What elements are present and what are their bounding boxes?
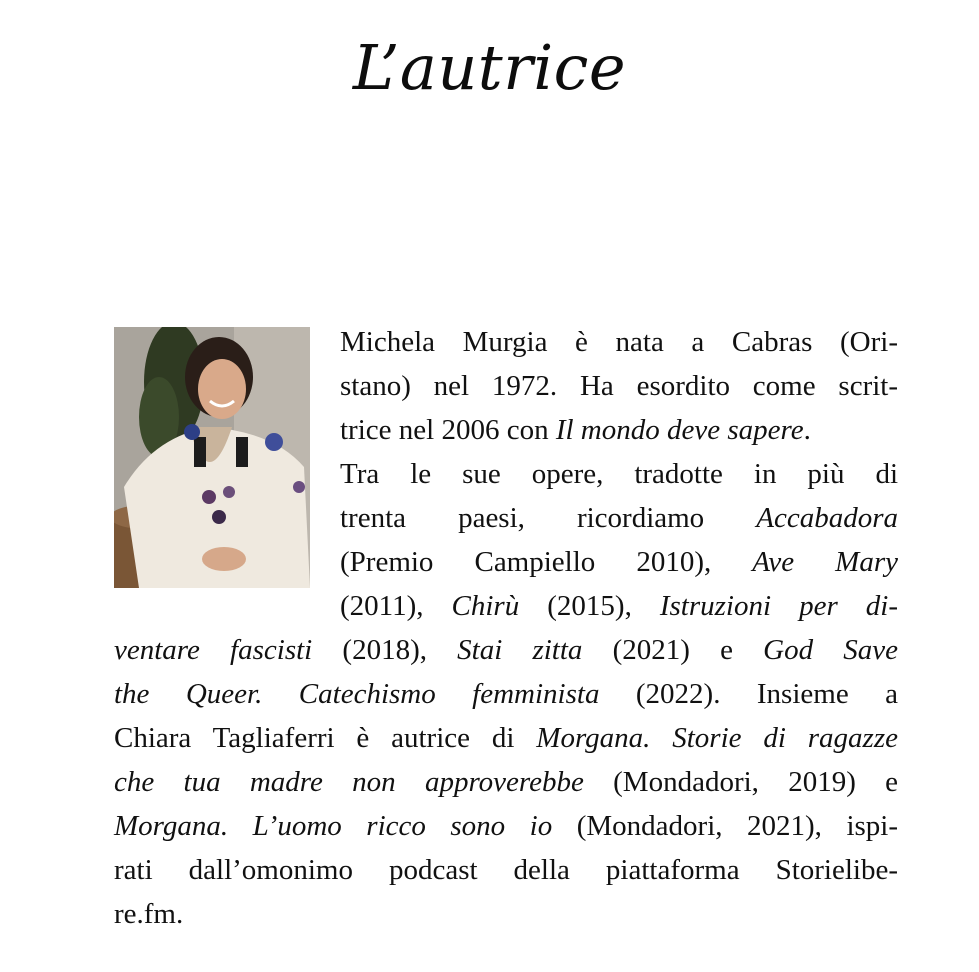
bio-text: Tra le sue opere, tradotte in più di xyxy=(340,458,898,490)
bio-text: (Premio Campiello 2010), xyxy=(340,546,753,578)
book-title: ventare fascisti xyxy=(114,634,313,666)
book-title: Accabadora xyxy=(756,502,898,534)
book-title: God Save xyxy=(763,634,898,666)
bio-line xyxy=(340,364,898,408)
bio-line xyxy=(340,452,898,496)
bio-text: (2021) e xyxy=(582,634,764,666)
bio-text: (Mondadori, 2019) e xyxy=(583,766,899,798)
bio-line xyxy=(114,892,898,936)
bio-text: trice nel 2006 con xyxy=(340,414,556,446)
bio-text: Chiara Tagliaferri è autrice di xyxy=(114,722,537,754)
bio-line xyxy=(340,496,898,540)
book-title: Il mondo deve sapere xyxy=(555,414,804,446)
bio-line xyxy=(340,540,898,584)
book-title: Stai zitta xyxy=(457,634,583,666)
bio-text: (2022). Insieme a xyxy=(599,678,898,710)
book-title: Morgana. L’uomo ricco sono io xyxy=(114,810,553,842)
bio-line xyxy=(340,408,898,452)
page-title: L’autrice xyxy=(352,31,627,104)
bio-line xyxy=(340,584,898,628)
bio-text: (Mondadori, 2021), ispi- xyxy=(552,810,898,842)
bio-text: Michela Murgia è nata a Cabras (Ori- xyxy=(340,326,898,358)
author-photo xyxy=(114,327,310,588)
bio-text: trenta paesi, ricordiamo xyxy=(340,502,757,534)
bio-text: rati dall’omonimo podcast della piattaforma Storielibe- xyxy=(114,854,898,886)
bio-text: (2018), xyxy=(312,634,458,666)
book-title: Morgana. Storie di ragazze xyxy=(536,722,898,754)
bio-line xyxy=(114,848,898,892)
bio-line xyxy=(114,672,898,716)
bio-line xyxy=(340,320,898,364)
book-title: the Queer. Catechismo femminista xyxy=(114,678,600,710)
book-title: Istruzioni per di- xyxy=(659,590,898,622)
book-title: Chirù xyxy=(451,590,520,622)
bio-text: (2011), xyxy=(340,590,452,622)
bio-line xyxy=(114,716,898,760)
bio-text: (2015), xyxy=(519,590,660,622)
bio-text: . xyxy=(803,414,811,446)
author-photo-icon xyxy=(114,327,310,588)
book-title: Ave Mary xyxy=(752,546,898,578)
bio-text: re.fm. xyxy=(114,898,184,930)
bio-line xyxy=(114,760,898,804)
bio-line xyxy=(114,628,898,672)
bio-line xyxy=(114,804,898,848)
bio-text: stano) nel 1972. Ha esordito come scrit- xyxy=(340,370,898,402)
book-title: che tua madre non approverebbe xyxy=(114,766,584,798)
